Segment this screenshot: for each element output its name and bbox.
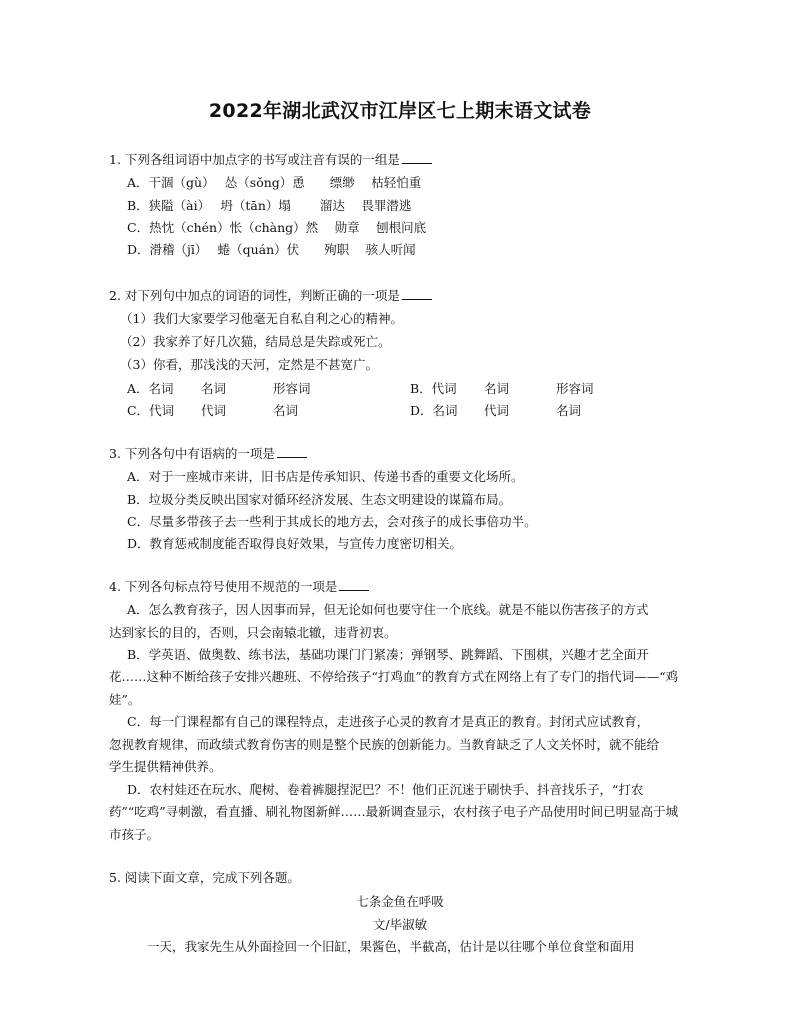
question-2-sentence-2: （2）我家养了好几次猫，结局总是失踪或死亡。 [120,334,391,349]
question-4-line: A．怎么教育孩子，因人因事而异，但无论如何也要守住一个底线。就是不能以伤害孩子的方式 [127,602,649,617]
question-2-sentence-1: （1）我们大家要学习他毫无自私自利之心的精神。 [120,311,403,326]
question-4-line: B．学英语、做奥数、练书法，基础功课门门紧凑；弹钢琴、跳舞蹈、下围棋，兴趣才艺全面开 [127,647,649,662]
answer-blank [277,445,307,458]
question-3-option-a: A．对于一座城市来讲，旧书店是传承知识、传递书香的重要文化场所。 [127,469,524,484]
article-author: 文/毕淑敏 [372,917,428,932]
question-2-option-d: D．名词 代词 名词 [410,403,582,418]
question-4-line: 达到家长的目的，否则，只会南辕北辙，违背初衷。 [109,625,397,640]
question-3-option-c: C．尽量多带孩子去一些利于其成长的地方去，会对孩子的成长事倍功半。 [127,514,537,529]
article-title: 七条金鱼在呼吸 [356,894,444,909]
question-4-line: 药”“吃鸡”寻刺激，看直播、刷礼物图新鲜……最新调查显示，农村孩子电子产品使用时间已明显高于城 [109,804,679,819]
question-1-option-d: D．滑稽（jī） 蜷（quán）伏 殉职 骇人听闻 [127,242,416,257]
answer-blank [402,151,432,164]
question-3-stem: 3. 下列各句中有语病的一项是 [109,445,307,463]
page-title: 2022年湖北武汉市江岸区七上期末语文试卷 [208,100,592,122]
question-4-line: 市孩子。 [109,827,160,842]
question-2-sentence-3: （3）你看，那浅浅的天河，定然是不甚宽广。 [120,357,378,372]
question-4-line: D．农村娃还在玩水、爬树、卷着裤腿捏泥巴？不！他们正沉迷于刷快手、抖音找乐子，“打农 [127,782,644,797]
question-4-line: 忽视教育规律，而政绩式教育伤害的则是整个民族的创新能力。当教育缺乏了人文关怀时，就不能给 [109,737,660,752]
question-3-option-d: D．教育惩戒制度能否取得良好效果，与宣传力度密切相关。 [127,536,463,551]
question-5-stem: 5. 阅读下面文章，完成下列各题。 [109,870,300,885]
answer-blank [339,578,369,591]
question-2-option-a: A．名词 名词 形容词 [127,381,311,396]
answer-blank [402,287,432,300]
question-1-stem: 1. 下列各组词语中加点字的书写或注音有误的一组是 [109,151,432,169]
question-2-option-c: C．代词 代词 名词 [127,403,299,418]
question-1-option-b: B．狭隘（ài） 坍（tān）塌 溜达 畏罪潜逃 [127,198,412,213]
question-4-line: 娃”。 [109,692,141,707]
article-first-line: 一天，我家先生从外面捡回一个旧缸，果酱色，半截高，估计是以往哪个单位食堂和面用 [147,939,635,954]
question-4-stem: 4. 下列各句标点符号使用不规范的一项是 [109,578,369,596]
question-1-option-c: C．热忱（chén）怅（chàng）然 勋章 刨根问底 [127,220,427,235]
question-3-option-b: B．垃圾分类反映出国家对循环经济发展、生态文明建设的谋篇布局。 [127,492,512,507]
question-2-option-b: B．代词 名词 形容词 [410,381,594,396]
question-1-option-a: A．干涸（gù） 怂（sǒng）恿 缥缈 枯轻怕重 [127,175,422,190]
question-2-stem: 2. 对下列句中加点的词语的词性，判断正确的一项是 [109,287,432,305]
question-4-line: 学生提供精神供养。 [109,759,222,774]
question-4-line: 花……这种不断给孩子安排兴趣班、不停给孩子“打鸡血”的教育方式在网络上有了专门的指代词——“鸡 [109,669,679,684]
question-4-line: C．每一门课程都有自己的课程特点，走进孩子心灵的教育才是真正的教育。封闭式应试教育， [127,714,650,729]
